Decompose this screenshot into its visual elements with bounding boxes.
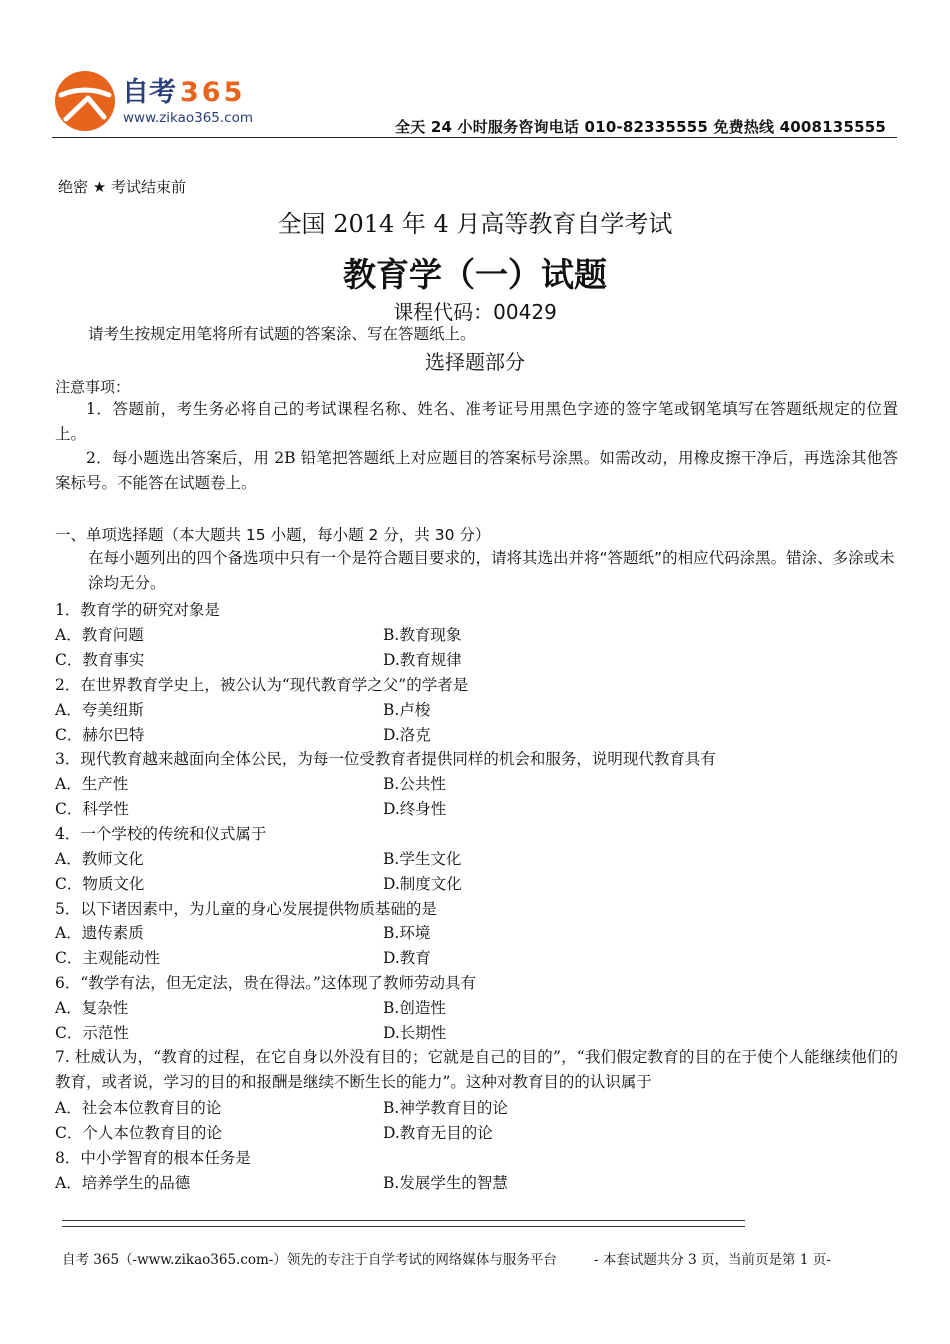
option-d: D.制度文化 — [383, 875, 462, 893]
note-1: 1．答题前，考生务必将自己的考试课程名称、姓名、准考证号用黑色字迹的签字笔或钢笔填写在答题纸规定的位置上。 — [55, 400, 898, 443]
option-b: B.环境 — [383, 924, 431, 942]
exam-title: 全国 2014 年 4 月高等教育自学考试 — [277, 210, 673, 238]
part-heading: 一、单项选择题（本大题共 15 小题，每小题 2 分，共 30 分） — [55, 526, 491, 544]
option-a: A．复杂性 — [55, 999, 129, 1017]
option-a: A．遗传素质 — [55, 924, 144, 942]
logo-emblem-icon — [52, 70, 312, 132]
logo-text: 自考 — [122, 77, 176, 108]
option-a: A．生产性 — [55, 775, 129, 793]
logo-url: www.zikao365.com — [123, 110, 254, 126]
option-a: A．培养学生的品德 — [55, 1174, 191, 1192]
option-d: D.教育规律 — [383, 651, 462, 669]
option-d: D.教育无目的论 — [383, 1124, 493, 1142]
option-c: C．科学性 — [55, 800, 129, 818]
subject-title: 教育学（一）试题 — [343, 255, 607, 294]
option-d: D.洛克 — [383, 726, 431, 744]
option-b: B.教育现象 — [383, 626, 462, 644]
option-c: C．物质文化 — [55, 875, 145, 893]
option-a: A．夸美纽斯 — [55, 701, 144, 719]
confidential-label: 绝密 ★ 考试结束前 — [58, 178, 186, 196]
course-code: 课程代码：00429 — [393, 300, 557, 324]
option-c: C．赫尔巴特 — [55, 726, 145, 744]
question-stem: 4．一个学校的传统和仪式属于 — [55, 825, 267, 843]
question-stem: 5．以下诸因素中，为儿童的身心发展提供物质基础的是 — [55, 900, 437, 918]
option-a: A．教育问题 — [55, 626, 144, 644]
option-a: A．社会本位教育目的论 — [55, 1099, 222, 1117]
question-stem: 8．中小学智育的根本任务是 — [55, 1149, 251, 1167]
section-title: 选择题部分 — [425, 350, 525, 374]
option-a: A．教师文化 — [55, 850, 144, 868]
question-stem: 7. 杜威认为，“教育的过程，在它自身以外没有目的；它就是自己的目的”，“我们假定教育的目的在于使个人能继续他们的教育，或者说，学习的目的和报酬是继续不断生长的能力”。这种对教育目的的认识属于 — [55, 1048, 898, 1091]
option-c: C．主观能动性 — [55, 949, 160, 967]
option-d: D.教育 — [383, 949, 431, 967]
question-stem: 6．“教学有法，但无定法，贵在得法。”这体现了教师劳动具有 — [55, 974, 476, 992]
footer-page-info: - 本套试题共分 3 页，当前页是第 1 页- — [594, 1252, 831, 1268]
answer-instruction: 请考生按规定用笔将所有试题的答案涂、写在答题纸上。 — [88, 325, 476, 343]
footer-divider — [62, 1220, 745, 1227]
footer-site-info: 自考 365（-www.zikao365.com-）领先的专注于自学考试的网络媒体与服务平台 — [62, 1252, 557, 1268]
option-d: D.终身性 — [383, 800, 447, 818]
note-2: 2．每小题选出答案后，用 2B 铅笔把答题纸上对应题目的答案标号涂黑。如需改动，用橡皮擦干净后，再选涂其他答案标号。不能答在试题卷上。 — [55, 449, 898, 492]
notes-heading: 注意事项： — [55, 378, 131, 396]
option-c: C．个人本位教育目的论 — [55, 1124, 222, 1142]
option-b: B.创造性 — [383, 999, 446, 1017]
site-logo[interactable] — [52, 70, 312, 132]
option-c: C．示范性 — [55, 1024, 129, 1042]
service-hotline: 全天 24 小时服务咨询电话 010-82335555 免费热线 4008135555 — [395, 118, 886, 136]
option-d: D.长期性 — [383, 1024, 447, 1042]
part-description: 在每小题列出的四个备选项中只有一个是符合题目要求的，请将其选出并将“答题纸”的相应代码涂黑。错涂、多涂或未涂均无分。 — [88, 549, 895, 592]
option-b: B.学生文化 — [383, 850, 462, 868]
question-stem: 3．现代教育越来越面向全体公民，为每一位受教育者提供同样的机会和服务，说明现代教育具有 — [55, 750, 716, 768]
option-c: C．教育事实 — [55, 651, 145, 669]
header-divider — [52, 137, 897, 138]
option-b: B.卢梭 — [383, 701, 431, 719]
question-stem: 2．在世界教育学史上，被公认为“现代教育学之父”的学者是 — [55, 676, 469, 694]
option-b: B.公共性 — [383, 775, 446, 793]
question-stem: 1．教育学的研究对象是 — [55, 601, 220, 619]
option-b: B.神学教育目的论 — [383, 1099, 508, 1117]
option-b: B.发展学生的智慧 — [383, 1174, 508, 1192]
logo-number: 365 — [180, 77, 246, 108]
